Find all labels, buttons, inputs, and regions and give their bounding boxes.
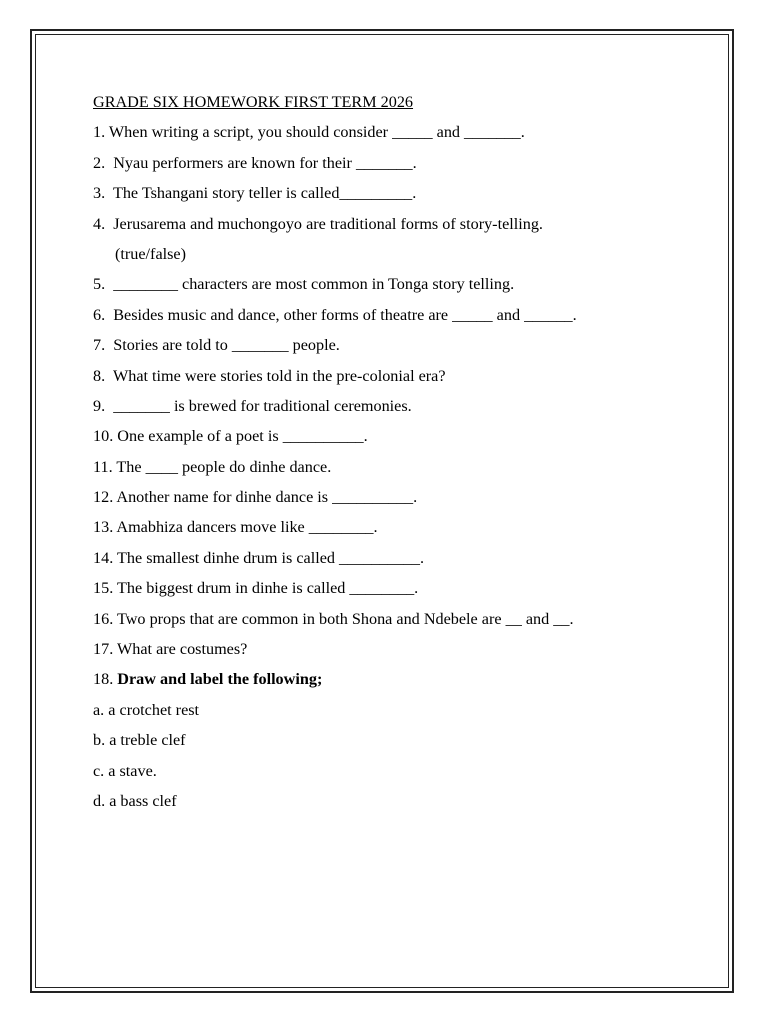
question-4-continuation: (true/false) xyxy=(115,244,187,263)
part-a: a. a crotchet rest xyxy=(93,700,200,719)
question-5: 5. ________ characters are most common in Tonga story telling. xyxy=(93,275,515,294)
document-title: GRADE SIX HOMEWORK FIRST TERM 2026 xyxy=(93,93,414,111)
question-4: 4. Jerusarema and muchongoyo are traditional forms of story-telling. xyxy=(93,214,543,233)
question-10: 10. One example of a poet is __________. xyxy=(93,427,368,446)
question-13: 13. Amabhiza dancers move like ________. xyxy=(93,518,378,537)
question-14: 14. The smallest dinhe drum is called __________. xyxy=(93,548,425,567)
question-9: 9. _______ is brewed for traditional ceremonies. xyxy=(93,396,412,415)
question-3: 3. The Tshangani story teller is called_________. xyxy=(93,184,417,203)
question-11: 11. The ____ people do dinhe dance. xyxy=(93,457,332,476)
question-18-text: Draw and label the following; xyxy=(117,670,323,689)
question-2: 2. Nyau performers are known for their _______. xyxy=(93,153,417,172)
question-12: 12. Another name for dinhe dance is __________. xyxy=(93,488,418,507)
question-8: 8. What time were stories told in the pre-colonial era? xyxy=(93,366,446,385)
question-18-number: 18. xyxy=(93,670,118,689)
question-7: 7. Stories are told to _______ people. xyxy=(93,336,340,355)
part-c: c. a stave. xyxy=(93,761,157,780)
part-b: b. a treble clef xyxy=(93,731,186,750)
part-d: d. a bass clef xyxy=(93,791,177,810)
question-1: 1. When writing a script, you should consider _____ and _______. xyxy=(93,123,525,142)
question-18 xyxy=(93,664,693,694)
document-content xyxy=(93,87,693,816)
question-17: 17. What are costumes? xyxy=(93,640,248,659)
question-15: 15. The biggest drum in dinhe is called ________. xyxy=(93,579,419,598)
question-16: 16. Two props that are common in both Shona and Ndebele are __ and __. xyxy=(93,609,574,628)
question-6: 6. Besides music and dance, other forms of theatre are _____ and ______. xyxy=(93,305,577,324)
